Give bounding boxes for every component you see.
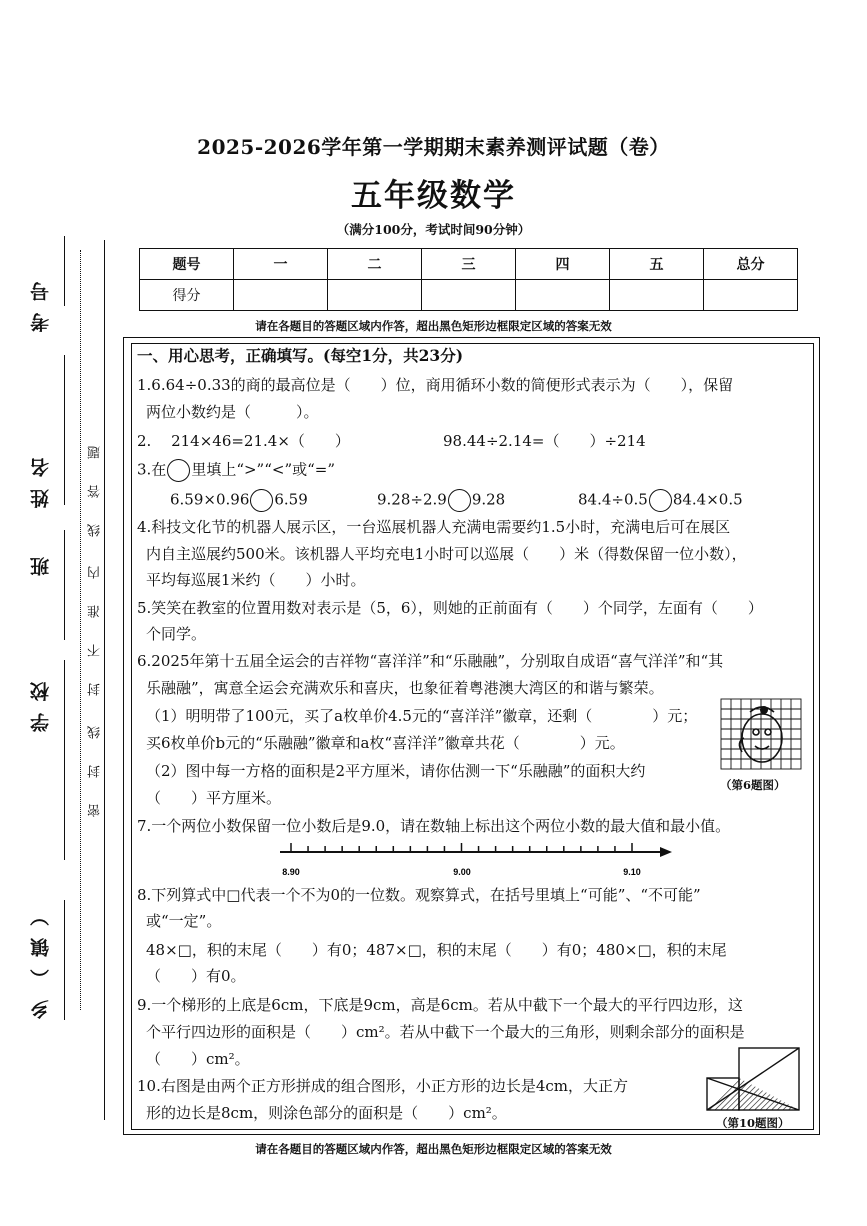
score-cell-header: 五 — [610, 249, 704, 280]
q1-line1: 1.6.64÷0.33的商的最高位是（ ）位，商用循环小数的简便形式表示为（ ），保留 — [137, 376, 734, 394]
tick-label-9.10: 9.10 — [623, 867, 641, 877]
section-1-title: 一、用心思考，正确填写。(每空1分，共23分) — [137, 346, 464, 365]
subject-title: 五年级数学 — [351, 178, 516, 214]
score-row-label: 得分 — [140, 280, 234, 311]
q3-title — [137, 459, 335, 482]
township-line — [64, 900, 65, 1020]
q8-line4: （ ）有0。 — [146, 967, 246, 985]
q8-line1: 8.下列算式中□代表一个不为0的一位数。观察算式，在括号里填上“可能”、“不可能” — [137, 886, 701, 904]
score-input-cell[interactable] — [234, 280, 328, 311]
school-label: 学校 — [30, 670, 52, 732]
q4-line2: 内自主巡展约500米。该机器人平均充电1小时可以巡展（ ）米（得数保留一位小数）， — [146, 545, 747, 563]
class-label: 班 — [30, 545, 52, 576]
exam-title: 2025-2026学年第一学期期末素养测评试题（卷） — [197, 135, 670, 159]
q8-line3: 48×□，积的末尾（ ）有0；487×□，积的末尾（ ）有0；480×□，积的末尾 — [146, 941, 727, 959]
name-label: 姓名 — [30, 446, 52, 508]
seal-text-lower: 密封线 — [88, 700, 103, 817]
q9-line3: （ ）cm²。 — [146, 1050, 250, 1068]
q8-line2: 或“一定”。 — [146, 912, 222, 930]
q2-part-a: 2. 214×46=21.4×（ ） — [137, 432, 350, 450]
tick-label-8.90: 8.90 — [282, 867, 300, 877]
q6-line3: （1）明明带了100元，买了a枚单价4.5元的“喜洋洋”徽章，还剩（ ）元； — [146, 707, 698, 725]
q3-c-left: 84.4÷0.5 — [578, 490, 648, 509]
q6-figure-caption: （第6题图） — [720, 778, 786, 792]
q3-a-right: 6.59 — [274, 490, 308, 509]
q3-item-c — [578, 489, 743, 512]
score-table-header-row — [140, 249, 798, 280]
exam-note: （满分100分，考试时间90分钟） — [336, 222, 531, 237]
q6-line1: 6.2025年第十五届全运会的吉祥物“喜洋洋”和“乐融融”，分别取自成语“喜气洋洋”和“其 — [137, 652, 724, 670]
q6-line6: （ ）平方厘米。 — [146, 789, 282, 807]
q1-line2: 两位小数约是（ ）。 — [146, 403, 319, 421]
q3-item-b — [377, 489, 505, 512]
q3-c-right: 84.4×0.5 — [672, 490, 743, 509]
binding-dotted-line — [80, 250, 81, 1010]
q5-line1: 5.笑笑在教室的位置用数对表示是（5，6），则她的正前面有（ ）个同学，左面有（ ） — [137, 599, 763, 617]
score-input-cell[interactable] — [704, 280, 798, 311]
compare-circle-icon — [167, 459, 190, 482]
seal-text-middle: 封不准内 — [88, 540, 103, 696]
class-line — [64, 530, 65, 640]
score-cell-header: 三 — [422, 249, 516, 280]
seal-text-upper: 线答题 — [88, 420, 103, 537]
score-input-cell[interactable] — [516, 280, 610, 311]
q6-mascot-grid-figure — [720, 698, 802, 770]
score-cell-header: 一 — [234, 249, 328, 280]
q7-text: 7.一个两位小数保留一位小数后是9.0，请在数轴上标出这个两位小数的最大值和最小值。 — [137, 817, 731, 835]
score-cell-header: 四 — [516, 249, 610, 280]
tick-label-9.00: 9.00 — [453, 867, 471, 877]
q4-line1: 4.科技文化节的机器人展示区，一台巡展机器人充满电需要约1.5小时，充满电后可在展区 — [137, 518, 731, 536]
score-input-cell[interactable] — [422, 280, 516, 311]
q3-c-answer-circle[interactable] — [649, 489, 672, 512]
q3-a-left: 6.59×0.96 — [170, 490, 250, 509]
notice-top: 请在各题目的答题区域内作答，超出黑色矩形边框限定区域的答案无效 — [255, 319, 612, 333]
q3-b-answer-circle[interactable] — [448, 489, 471, 512]
score-cell-header: 二 — [328, 249, 422, 280]
school-line — [64, 660, 65, 860]
name-line — [64, 355, 65, 505]
q5-line2: 个同学。 — [146, 625, 207, 643]
q7-number-line[interactable] — [278, 838, 674, 880]
q10-figure-caption: （第10题图） — [716, 1116, 790, 1130]
q3-b-left: 9.28÷2.9 — [377, 490, 447, 509]
q10-line1: 10.右图是由两个正方形拼成的组合图形，小正方形的边长是4cm，大正方 — [137, 1077, 629, 1095]
q3-item-a — [170, 489, 308, 512]
q3-a-answer-circle[interactable] — [250, 489, 273, 512]
exam-number-label: 考号 — [30, 270, 52, 332]
q9-line1: 9.一个梯形的上底是6cm，下底是9cm，高是6cm。若从中截下一个最大的平行四边形，这 — [137, 996, 743, 1014]
score-input-cell[interactable] — [328, 280, 422, 311]
exam-number-line — [64, 236, 65, 306]
q10-two-squares-figure — [705, 1046, 801, 1112]
q3-b-right: 9.28 — [471, 490, 506, 509]
q4-line3: 平均每巡展1米约（ ）小时。 — [146, 571, 366, 589]
township-label: 乡（镇） — [30, 895, 52, 1019]
q9-line2: 个平行四边形的面积是（ ）cm²。若从中截下一个最大的三角形，则剩余部分的面积是 — [146, 1023, 745, 1041]
score-table — [139, 248, 798, 311]
arrow-right-icon — [660, 847, 672, 857]
score-input-cell[interactable] — [610, 280, 704, 311]
score-cell-header: 题号 — [140, 249, 234, 280]
q3-title-suffix: 里填上“>”“<”或“=” — [191, 460, 336, 479]
notice-bottom: 请在各题目的答题区域内作答，超出黑色矩形边框限定区域的答案无效 — [255, 1142, 612, 1156]
q10-line2: 形的边长是8cm，则涂色部分的面积是（ ）cm²。 — [146, 1104, 507, 1122]
q6-line2: 乐融融”，寓意全运会充满欢乐和喜庆，也象征着粤港澳大湾区的和谐与繁荣。 — [146, 679, 664, 697]
q3-title-prefix: 3.在 — [137, 460, 167, 479]
score-table-score-row — [140, 280, 798, 311]
q6-line4: 买6枚单价b元的“乐融融”徽章和a枚“喜洋洋”徽章共花（ ）元。 — [146, 734, 625, 752]
score-cell-header: 总分 — [704, 249, 798, 280]
q2-part-b: 98.44÷2.14=（ ）÷214 — [443, 432, 646, 450]
q6-line5: （2）图中每一方格的面积是2平方厘米，请你估测一下“乐融融”的面积大约 — [146, 762, 646, 780]
